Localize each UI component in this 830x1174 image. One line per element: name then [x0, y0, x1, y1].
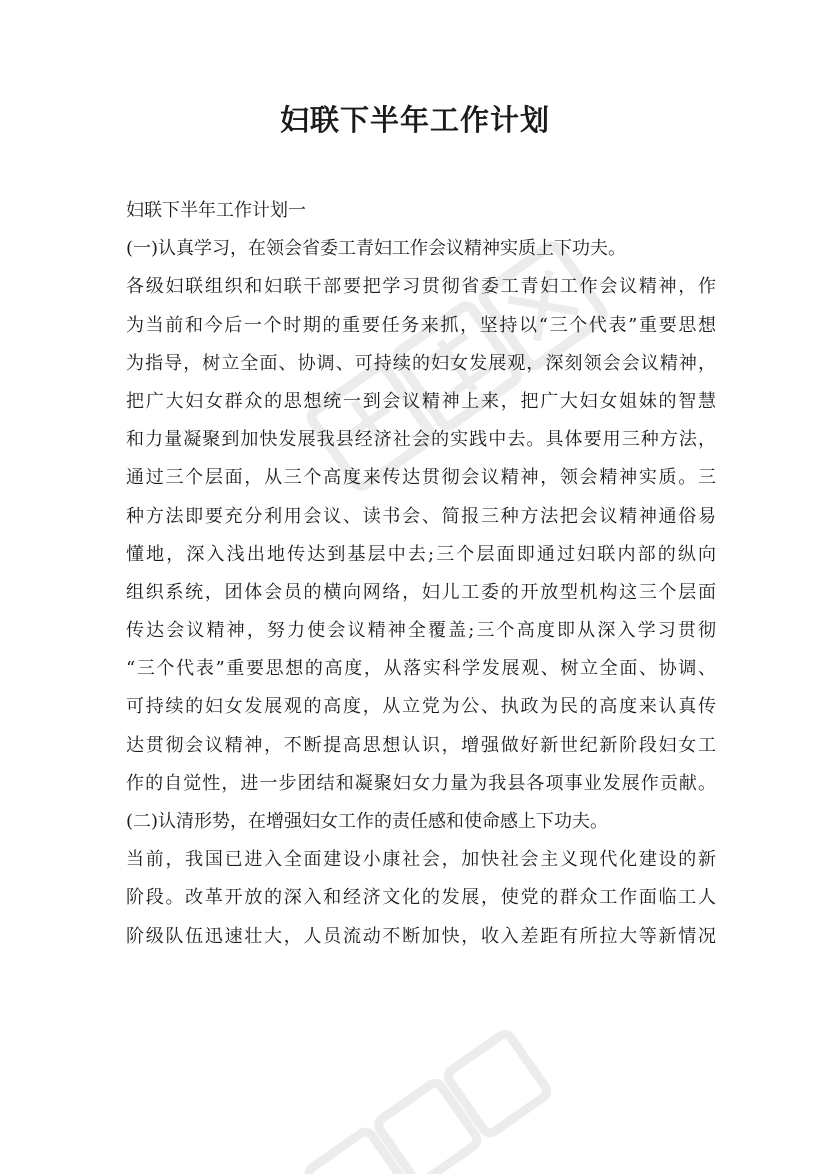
- text-line: 为指导，树立全面、协调、可持续的妇女发展观，深刻领会会议精神，: [126, 352, 716, 374]
- text-line: 各级妇联组织和妇联干部要把学习贯彻省委工青妇工作会议精神，作: [126, 276, 716, 298]
- text-line: 种方法即要充分利用会议、读书会、简报三种方法把会议精神通俗易: [126, 505, 716, 527]
- text-line: 可持续的妇女发展观的高度，从立党为公、执政为民的高度来认真传: [126, 696, 716, 718]
- text-line: 为当前和今后一个时期的重要任务来抓，坚持以“三个代表”重要思想: [126, 314, 716, 336]
- text-line: 传达会议精神，努力使会议精神全覆盖;三个高度即从深入学习贯彻: [126, 620, 716, 642]
- text-line: 通过三个层面，从三个高度来传达贯彻会议精神，领会精神实质。三: [126, 467, 716, 489]
- text-line: 阶级队伍迅速壮大，人员流动不断加快，收入差距有所拉大等新情况: [126, 925, 716, 947]
- text-line: 把广大妇女群众的思想统一到会议精神上来，把广大妇女姐妹的智慧: [126, 390, 716, 412]
- text-line: (二)认清形势，在增强妇女工作的责任感和使命感上下功夫。: [126, 811, 609, 832]
- text-line: (一)认真学习，在领会省委工青妇工作会议精神实质上下功夫。: [126, 238, 627, 260]
- watermark-icon: [289, 1016, 571, 1174]
- section-subtitle: 妇联下半年工作计划一: [126, 200, 306, 221]
- text-line: 作的自觉性，进一步团结和凝聚妇女力量为我县各项事业发展作贡献。: [126, 772, 716, 794]
- text-line: 达贯彻会议精神，不断提高思想认识，增强做好新世纪新阶段妇女工: [126, 734, 716, 756]
- text-line: 当前，我国已进入全面建设小康社会，加快社会主义现代化建设的新: [126, 849, 716, 871]
- text-line: 组织系统，团体会员的横向网络，妇儿工委的开放型机构这三个层面: [126, 581, 716, 603]
- text-line: “三个代表”重要思想的高度，从落实科学发展观、树立全面、协调、: [126, 658, 716, 680]
- text-line: 和力量凝聚到加快发展我县经济社会的实践中去。具体要用三种方法，: [126, 429, 716, 451]
- document-body: [126, 192, 716, 956]
- paragraph-lines: [126, 230, 716, 956]
- text-line: 懂地，深入浅出地传达到基层中去;三个层面即通过妇联内部的纵向: [126, 543, 716, 565]
- text-line: 阶段。改革开放的深入和经济文化的发展，使党的群众工作面临工人: [126, 887, 716, 909]
- document-title: 妇联下半年工作计划: [279, 103, 550, 137]
